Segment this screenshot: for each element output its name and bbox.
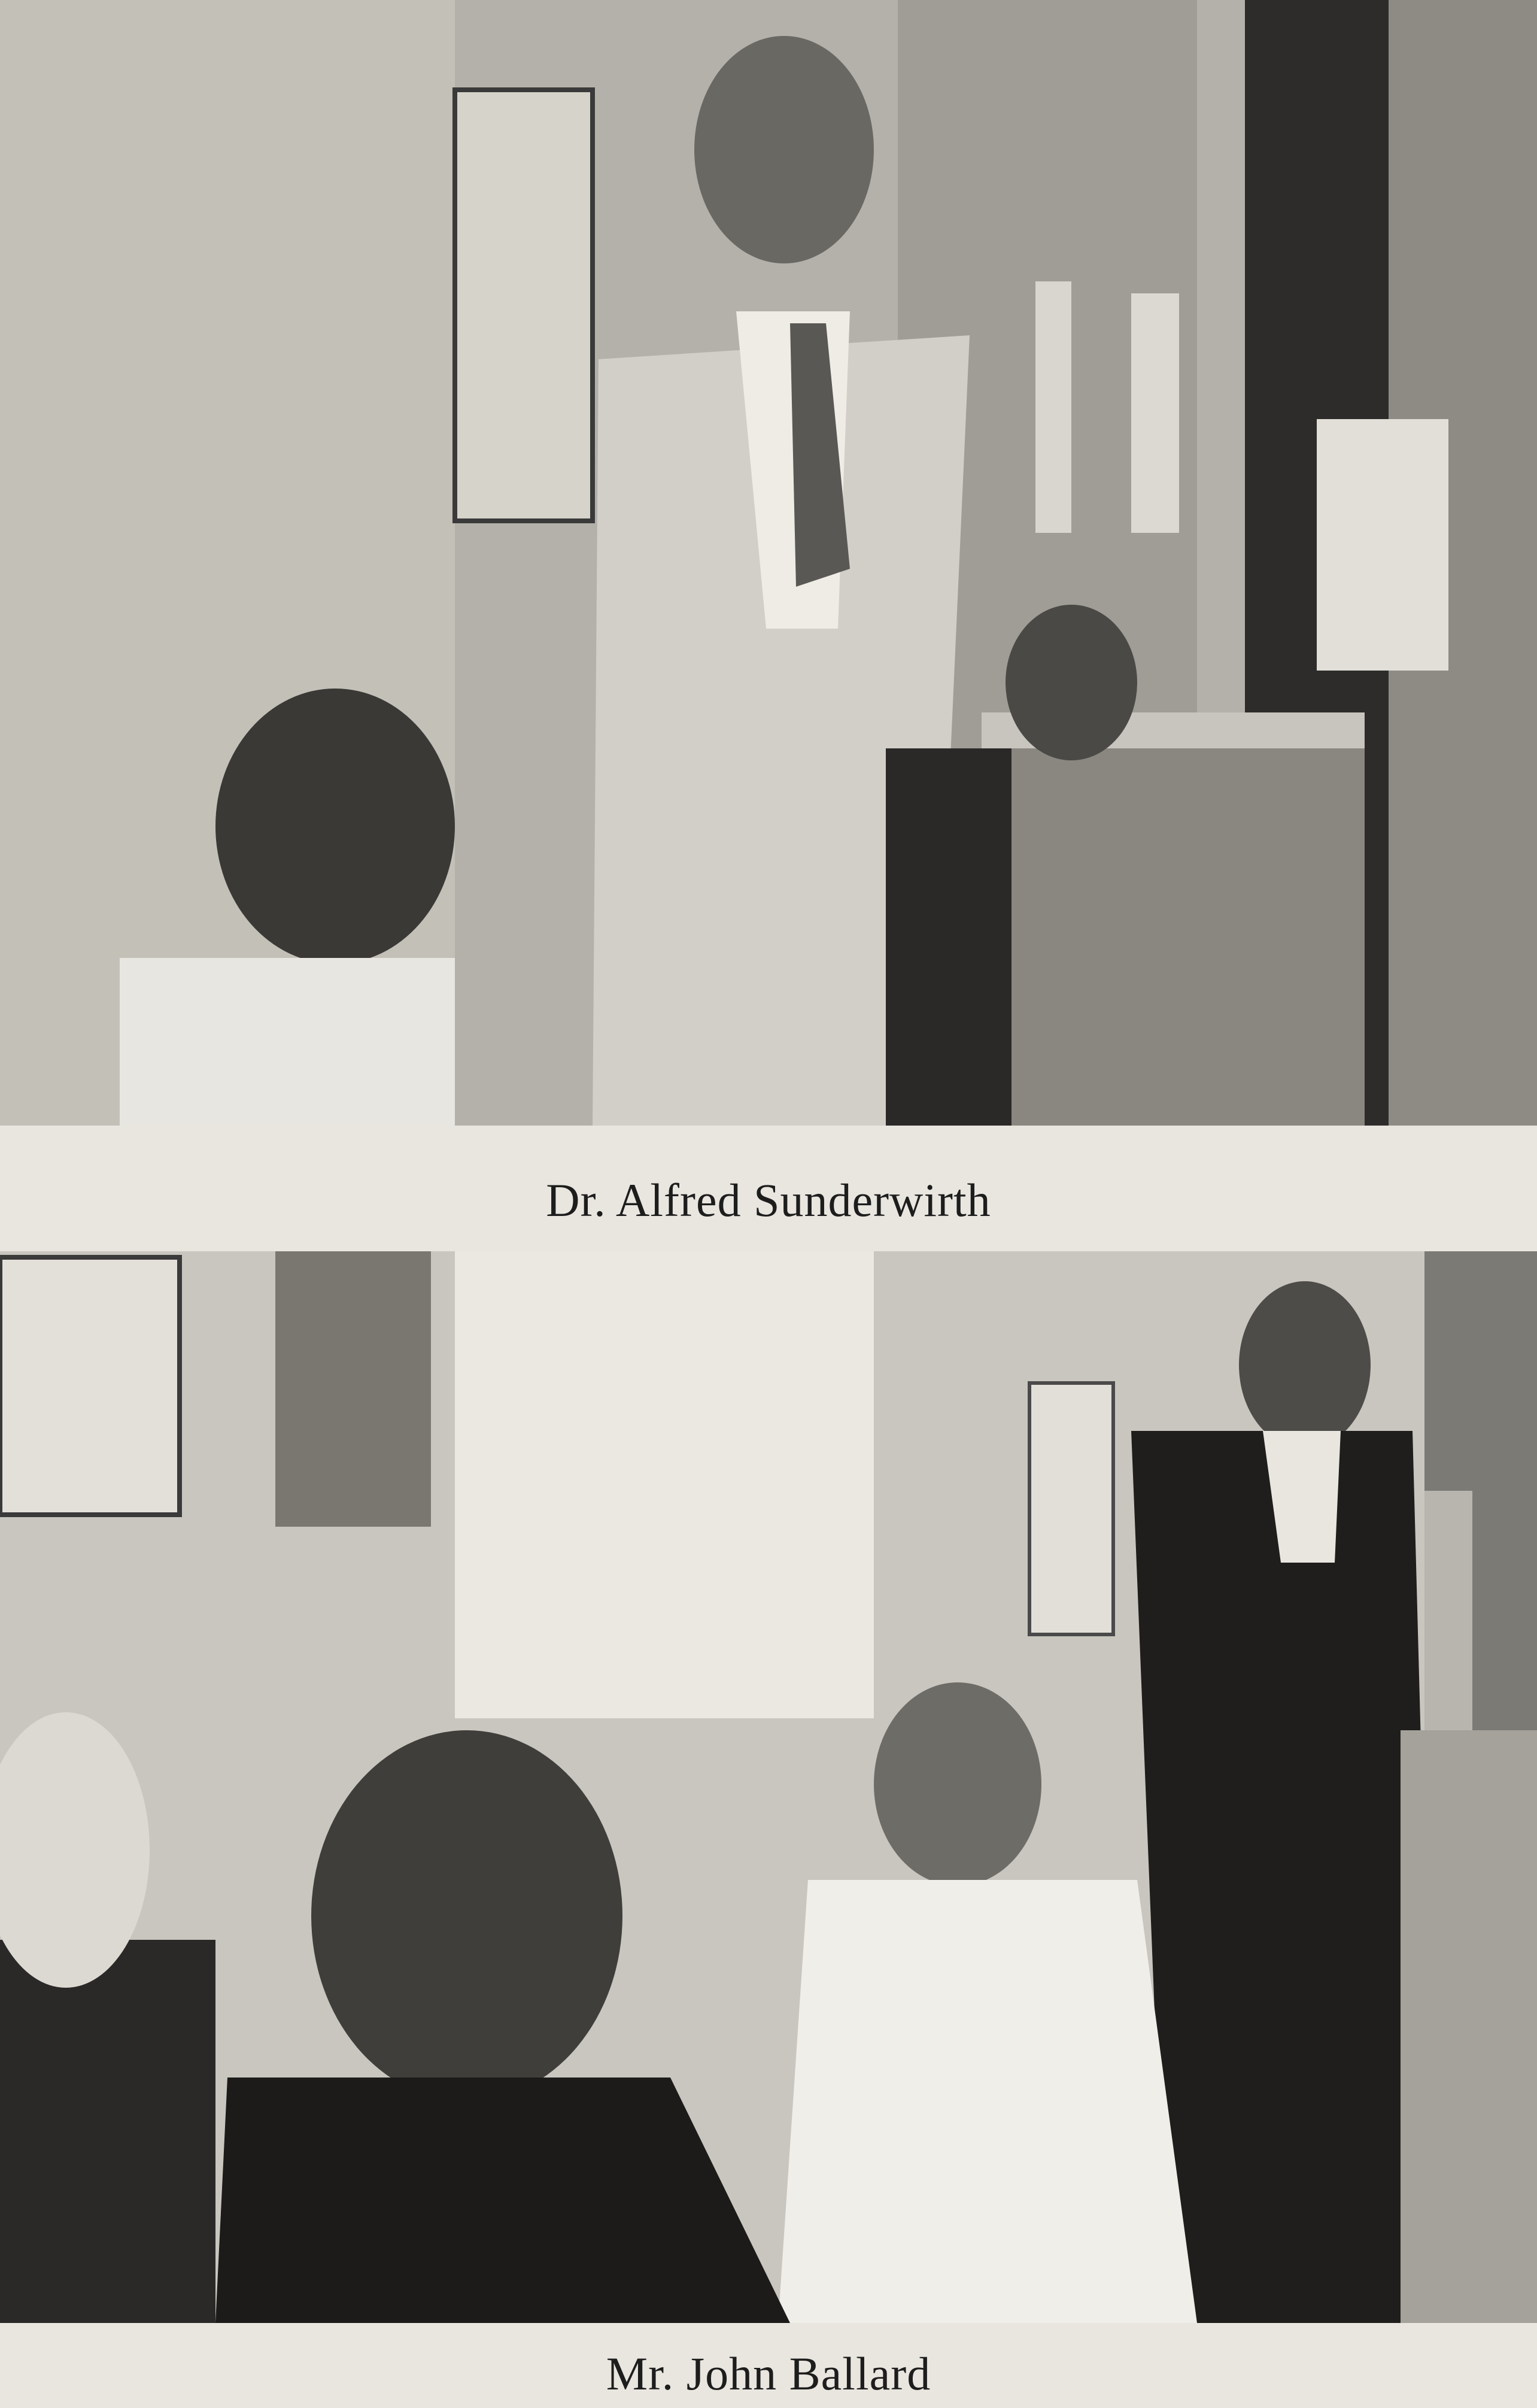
photo-sunderwirth	[0, 0, 1537, 1126]
photo-ballard-scene	[0, 1251, 1537, 2323]
photo-caption: Mr. John Ballard	[606, 2348, 931, 2400]
photo-ballard	[0, 1251, 1537, 2323]
photo-sunderwirth-scene	[0, 0, 1537, 1126]
photo-caption: Dr. Alfred Sunderwirth	[546, 1174, 991, 1226]
